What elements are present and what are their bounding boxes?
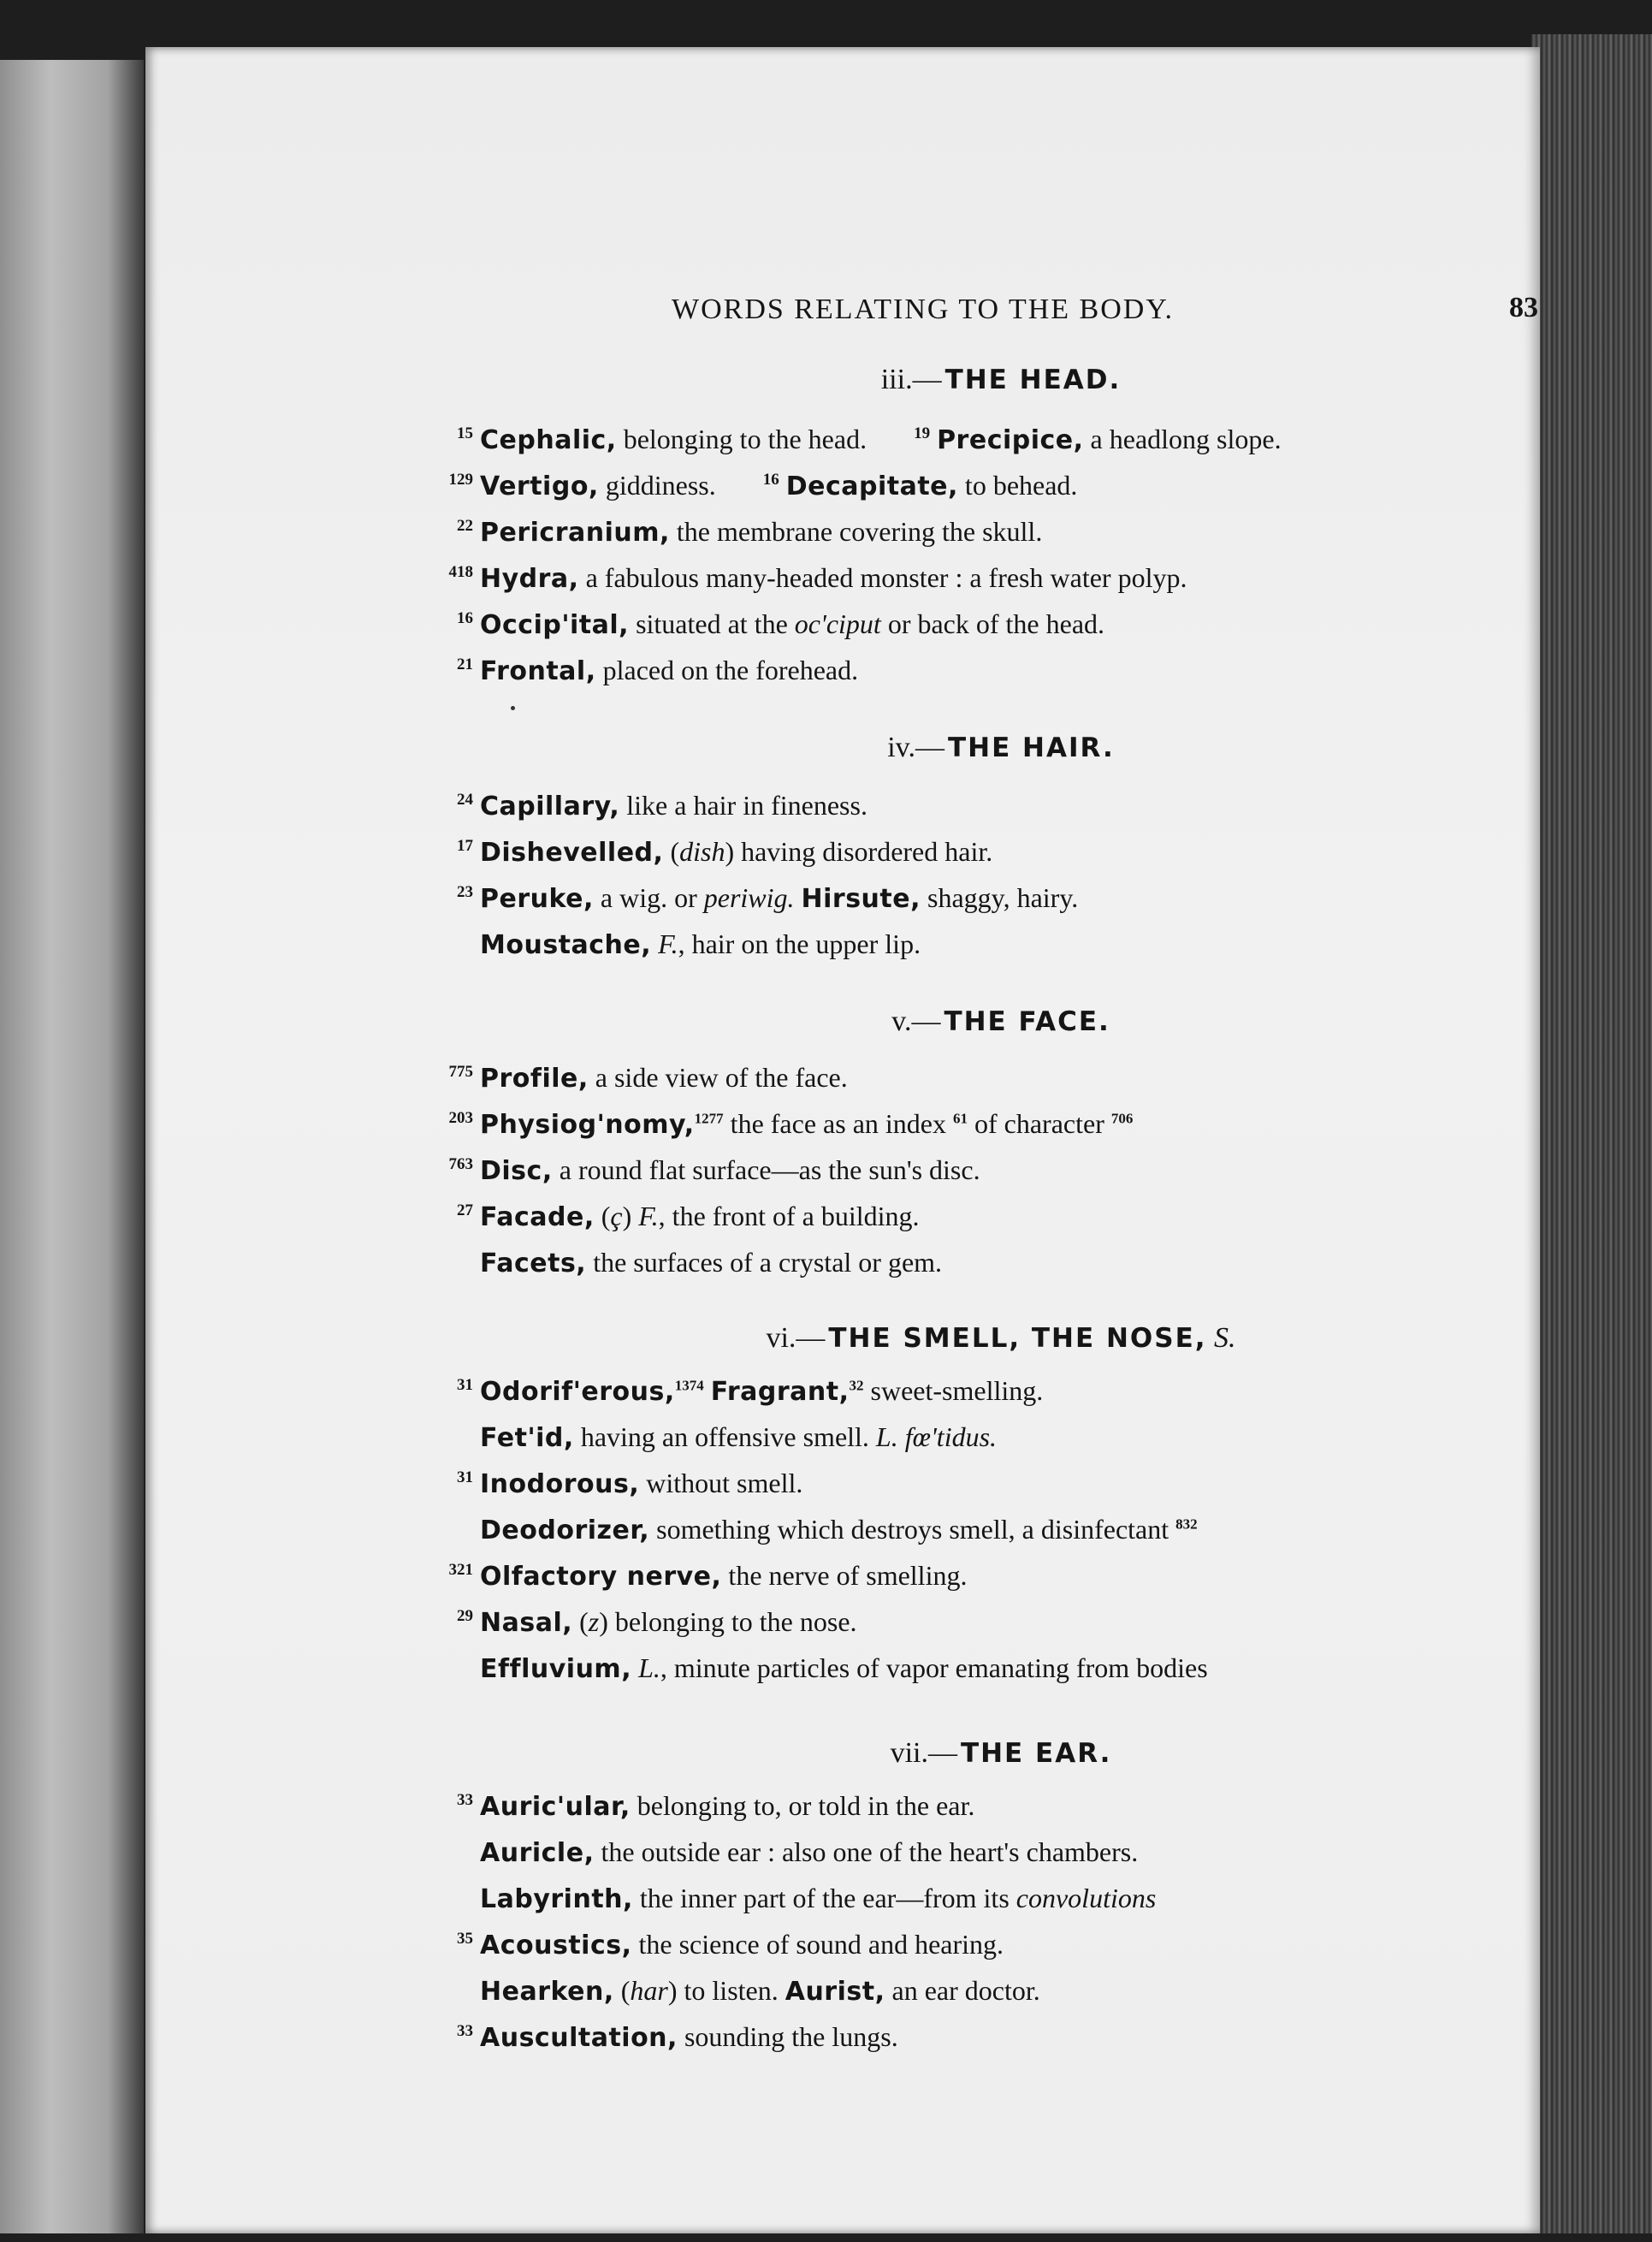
definition-text: belonging to, or told in the ear. [630,1790,975,1821]
headword: Nasal, [480,1608,573,1638]
headword: Peruke, [480,884,594,914]
italic-text: har [630,1975,668,2006]
definition-text: situated at the [629,608,795,639]
definition-text: a fabulous many-headed monster : a fresh water polyp. [578,562,1187,593]
section-roman: vi.— [766,1322,826,1354]
entry-line-hydra: 418 Hydra, a fabulous many-headed monster : a fresh water polyp. [448,562,1187,594]
definition-text: ) having disordered hair. [725,836,993,867]
italic-text: F. [638,1201,659,1231]
definition-text: the membrane covering the skull. [669,516,1043,547]
entry-line-fetid [432,1421,1519,1464]
entry-line-labyrinth [432,1883,1519,1925]
superscript-reference: 706 [1110,1110,1134,1127]
adjacent-page-edge [0,60,144,2233]
definition-text [631,1652,638,1683]
headword: Profile, [480,1064,589,1094]
entry-line-acoustics: 35 Acoustics, the science of sound and hearing. [457,1929,1004,1960]
superscript-reference: 1277 [694,1110,724,1127]
headword: Odorif'erous, [480,1377,675,1407]
section-suffix: S. [1214,1322,1236,1354]
definition-text: a round flat surface—as the sun's disc. [552,1154,980,1185]
headword: Hirsute, [801,884,921,914]
headword: Moustache, [480,930,652,960]
definition-text: , the front of a building. [658,1201,920,1231]
headword: Inodorous, [480,1469,640,1499]
section-roman: iv.— [887,732,944,763]
headword: Deodorizer, [480,1515,650,1545]
definition-text: the outside ear : also one of the heart's chambers. [594,1836,1139,1867]
headword: Labyrinth, [480,1884,633,1914]
headword: Hydra, [480,564,579,594]
headword: Dishevelled, [480,838,664,868]
definition-text: a side view of the face. [588,1062,848,1093]
section-heading-hair [145,732,1540,769]
superscript-reference: 61 [952,1110,968,1127]
entry-line-moustache [432,928,1519,971]
definition-text [795,882,802,913]
section-roman: vii.— [890,1737,957,1769]
definition-text: a headlong slope. [1083,424,1282,454]
headword: Effluvium, [480,1654,632,1684]
entry-line-frontal: 21 Frontal, placed on the forehead. [457,655,859,686]
entry-line-olfactory: 321 Olfactory nerve, the nerve of smelling. [448,1560,968,1592]
definition-text: , hair on the upper lip. [678,928,921,959]
italic-text: ç [610,1201,623,1231]
book-binding-edge [1531,34,1652,2233]
definition-text: ( [663,836,680,867]
section-title: THE SMELL, THE NOSE, [828,1323,1207,1354]
entry-line-profile: 775 Profile, a side view of the face. [448,1062,848,1094]
headword: Disc, [480,1156,553,1186]
running-head: WORDS RELATING TO THE BODY. [672,294,1175,325]
italic-text: F. [658,928,678,959]
definition-text: having an offensive smell. [573,1421,876,1452]
section-roman: v.— [891,1005,941,1037]
entry-line-pericranium: 22 Pericranium, the membrane covering the skull. [457,516,1043,548]
headword: Hearken, [480,1977,614,2007]
definition-text: a wig. or [593,882,704,913]
definition-text: to behead. [957,470,1078,501]
definition-text: ( [613,1975,631,2006]
definition-text: like a hair in fineness. [619,790,867,821]
headword: Auric'ular, [480,1792,631,1822]
definition-text: the nerve of smelling. [721,1560,968,1591]
definition-text: something which destroys smell, a disinfectant [649,1514,1176,1545]
entry-line-deodorizer [432,1514,1519,1557]
entry-line-disc: 763 Disc, a round flat surface—as the sun's disc. [448,1154,980,1186]
section-roman: iii.— [880,364,942,395]
definition-text: ) belonging to the nose. [599,1606,857,1637]
entry-line-hearken [432,1975,1519,2018]
entry-line-facade: 27 Facade, (ç) F., the front of a building. [457,1201,920,1232]
entry-line-inodorous: 31 Inodorous, without smell. [457,1468,803,1499]
definition-text: the inner part of the ear—from its [632,1883,1016,1913]
section-heading-ear [145,1737,1540,1775]
entry-line-vertigo: 129 Vertigo, giddiness. 16 Decapitate, to behead. [448,470,1078,501]
entry-line-dishevelled: 17 Dishevelled, (dish) having disordered hair. [457,836,993,868]
entry-line-auricle [432,1836,1519,1879]
definition-text: giddiness. [598,470,723,501]
headword: Aurist, [785,1977,885,2007]
entry-line-capillary: 24 Capillary, like a hair in fineness. [457,790,867,821]
definition-text: or back of the head. [880,608,1105,639]
headword: Auscultation, [480,2023,678,2053]
italic-text: dish [679,836,725,867]
definition-text: without smell. [639,1468,803,1498]
italic-text: periwig. [703,882,795,913]
section-title: THE HAIR. [947,733,1115,763]
italic-text: L. [638,1652,660,1683]
definition-text: ) to listen. [667,1975,785,2006]
book-page [145,47,1540,2233]
headword: Acoustics, [480,1931,632,1960]
italic-text: convolutions [1015,1883,1157,1913]
headword: Fet'id, [480,1423,574,1453]
definition-text: sounding the lungs. [677,2021,898,2052]
definition-text: shaggy, hairy. [921,882,1079,913]
definition-text [704,1375,711,1406]
definition-text [651,928,658,959]
entry-line-odoriferous: 31 Odorif'erous,$^{1374}$ Fragrant,$^{32}$ sweet-smelling. [457,1375,1044,1407]
headword: Cephalic, [480,425,617,455]
section-heading-face [145,1005,1540,1043]
headword: Occip'ital, [480,610,630,640]
headword: Decapitate, [785,472,958,501]
headword: Vertigo, [480,472,599,501]
headword: Physiog'nomy, [480,1110,695,1140]
superscript-reference: 832 [1175,1515,1198,1533]
superscript-reference: 1374 [674,1377,704,1394]
definition-text: placed on the forehead. [595,655,859,685]
entry-line-cephalic: 15 Cephalic, belonging to the head. 19 Precipice, a headlong slope. [457,424,1282,455]
section-title: THE FACE. [944,1006,1110,1037]
ink-speck [511,706,515,710]
entry-line-facets [432,1247,1519,1290]
entry-line-auscultation: 33 Auscultation, sounding the lungs. [457,2021,898,2053]
italic-text: z [588,1606,600,1637]
headword: Olfactory nerve, [480,1562,722,1592]
headword: Auricle, [480,1838,595,1868]
definition-text: ) [622,1201,639,1231]
section-title: THE EAR. [960,1738,1112,1769]
definition-text: , minute particles of vapor emanating from bodies [660,1652,1208,1683]
italic-text: L. fœ'tidus. [875,1421,998,1452]
entry-line-auricular: 33 Auric'ular, belonging to, or told in the ear. [457,1790,975,1822]
superscript-reference: 32 [849,1377,864,1394]
section-heading-head [145,364,1540,401]
entry-line-physiognomy: 203 Physiog'nomy,$^{1277}$ the face as an index $^{61}$ of character $^{706}$ [448,1108,1134,1140]
headword: Pericranium, [480,518,670,548]
headword: Fragrant, [710,1377,850,1407]
headword: Capillary, [480,792,620,821]
entry-line-occipital: 16 Occip'ital, situated at the oc'ciput or back of the head. [457,608,1105,640]
section-title: THE HEAD. [944,365,1122,395]
page-number: 83 [1509,292,1538,323]
entry-line-nasal: 29 Nasal, (z) belonging to the nose. [457,1606,857,1638]
entry-line-effluvium [432,1652,1519,1695]
definition-text: the science of sound and hearing. [631,1929,1004,1960]
section-heading-smell [145,1322,1540,1360]
italic-text: oc'ciput [794,608,881,639]
entry-line-peruke: 23 Peruke, a wig. or periwig. Hirsute, shaggy, hairy. [457,882,1079,914]
definition-text: of character [967,1108,1111,1139]
headword: Facade, [480,1202,595,1232]
headword: Frontal, [480,656,596,686]
definition-text: the face as an index [723,1108,953,1139]
definition-text: ( [572,1606,589,1637]
headword: Facets, [480,1249,587,1278]
definition-text: an ear doctor. [885,1975,1040,2006]
definition-text: belonging to the head. [616,424,874,454]
definition-text: ( [594,1201,611,1231]
definition-text: the surfaces of a crystal or gem. [586,1247,943,1278]
headword: Precipice, [937,425,1084,455]
definition-text: sweet-smelling. [863,1375,1044,1406]
